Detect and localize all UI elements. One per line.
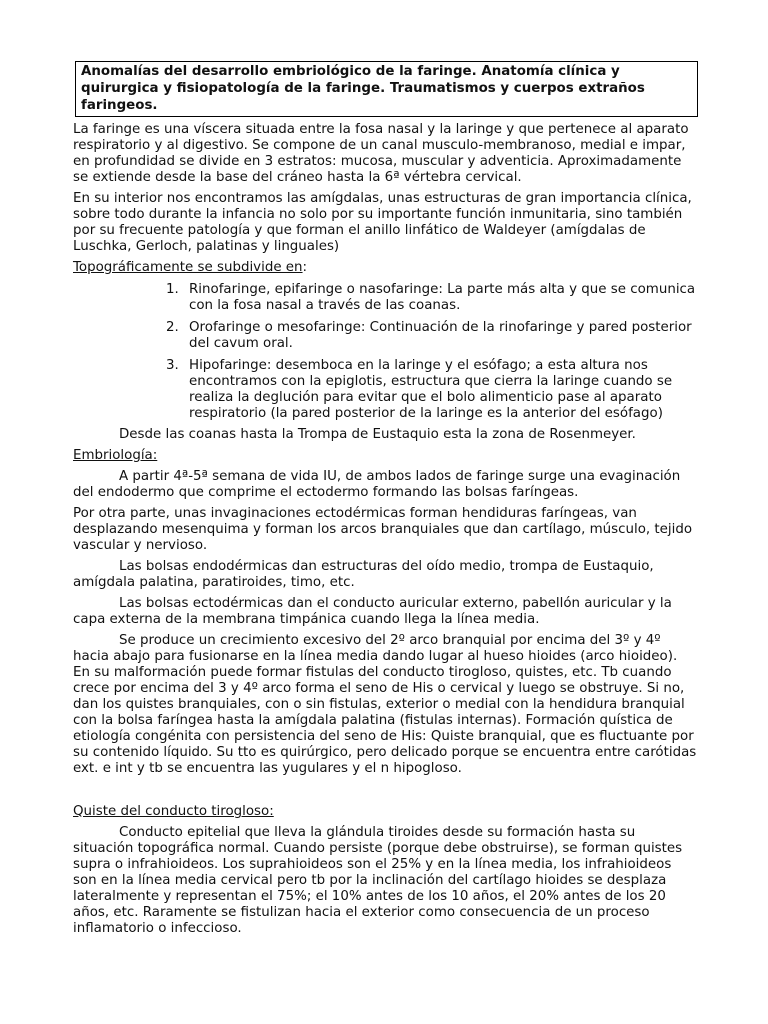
topography-list	[73, 282, 698, 422]
list-number: 1.	[166, 282, 179, 297]
topography-heading-text: Topográficamente se subdivide en	[73, 260, 303, 275]
document-title: Anomalías del desarrollo embriológico de la faringe. Anatomía clínica y quirurgica y fisiopatología de la faringe. Traumatismos y cuerpos extraños faringeos.	[75, 61, 698, 117]
embriologia-heading-text: Embriología:	[73, 448, 158, 463]
paragraph-tirogloso: Conducto epitelial que lleva la glándula tiroides desde su formación hasta su situación topográfica normal. Cuando persiste (porque debe obstruirse), se forman quistes supra o infrahioideos. Los suprahioideos son el 25% y en la línea media, los infrahioideos son en la línea media cervical pero tb por la inclinación del cartílago hioides se desplaza lateralmente y representan el 75%; el 10% antes de los 10 años, el 20% antes de los 20 años, etc. Raramente se fistulizan hacia el exterior como consecuencia de un proceso inflamatorio o infeccioso.	[73, 825, 683, 936]
paragraph-intro: La faringe es una víscera situada entre la fosa nasal y la laringe y que pertenece al aparato respiratorio y al digestivo. Se compone de un canal musculo-membranoso, medial e impar, en profundidad se divide en 3 estratos: mucosa, muscular y adventicia. Aproximadamente se extiende desde la base del cráneo hasta la 6ª vértebra cervical.	[73, 122, 689, 185]
paragraph-amigdalas: En su interior nos encontramos las amígdalas, unas estructuras de gran importancia clínica, sobre todo durante la infancia no solo por su importante función inmunitaria, sino también por su frecuente patología y que forman el anillo linfático de Waldeyer (amígdalas de Luschka, Gerloch, palatinas y linguales)	[73, 191, 692, 254]
list-item-text: Hipofaringe: desemboca en la laringe y el esófago; a esta altura nos encontramos con la epiglotis, estructura que cierra la laringe cuando se realiza la deglución para evitar que el bolo alimenticio pase al aparato respiratorio (la pared posterior de la laringe es la anterior del esófago)	[189, 358, 673, 421]
paragraph-arco-branquial: Se produce un crecimiento excesivo del 2º arco branquial por encima del 3º y 4º hacia abajo para fusionarse en la línea media dando lugar al hueso hioides (arco hioideo). En su malformación puede formar fistulas del conducto tirogloso, quistes, etc. Tb cuando crece por encima del 3 y 4º arco forma el seno de His o cervical y luego se obstruye. Si no, dan los quistes branquiales, con o sin fistulas, exterior o medial con la hendidura branquial con la bolsa faríngea hasta la amígdala palatina (fistulas internas). Formación quística de etiología congénita con persistencia del seno de His: Quiste branquial, que es fluctuante por su contenido líquido. Su tto es quirúrgico, pero delicado porque se encuentra entre carótidas ext. e int y tb se encuentra las yugulares y el n hipogloso.	[73, 633, 697, 776]
document-page	[73, 61, 698, 937]
topography-heading	[73, 260, 698, 276]
list-item	[73, 320, 698, 352]
quiste-heading	[73, 804, 698, 820]
list-number: 3.	[166, 358, 179, 373]
list-item	[73, 358, 698, 422]
paragraph-bolsas-endodermicas: Las bolsas endodérmicas dan estructuras del oído medio, trompa de Eustaquio, amígdala palatina, paratiroides, timo, etc.	[73, 559, 654, 590]
paragraph-bolsas-faringeas: A partir 4ª-5ª semana de vida IU, de ambos lados de faringe surge una evaginación del endodermo que comprime el ectodermo formando las bolsas faríngeas.	[73, 469, 681, 500]
paragraph-rosenmeyer: Desde las coanas hasta la Trompa de Eustaquio esta la zona de Rosenmeyer.	[119, 427, 636, 442]
list-number: 2.	[166, 320, 179, 335]
paragraph-hendiduras: Por otra parte, unas invaginaciones ectodérmicas forman hendiduras faríngeas, van desplazando mesenquima y forman los arcos branquiales que dan cartílago, músculo, tejido vascular y nervioso.	[73, 506, 693, 553]
list-item-text: Rinofaringe, epifaringe o nasofaringe: La parte más alta y que se comunica con la fosa nasal a través de las coanas.	[189, 282, 696, 313]
list-item-text: Orofaringe o mesofaringe: Continuación de la rinofaringe y pared posterior del cavum oral.	[189, 320, 692, 351]
topography-heading-colon: :	[302, 260, 308, 275]
embriologia-heading	[73, 448, 698, 464]
list-item	[73, 282, 698, 314]
spacer	[73, 777, 698, 799]
paragraph-bolsas-ectodermicas: Las bolsas ectodérmicas dan el conducto auricular externo, pabellón auricular y la capa externa de la membrana timpánica cuando llega la línea media.	[73, 596, 672, 627]
quiste-heading-text: Quiste del conducto tirogloso:	[73, 804, 274, 819]
